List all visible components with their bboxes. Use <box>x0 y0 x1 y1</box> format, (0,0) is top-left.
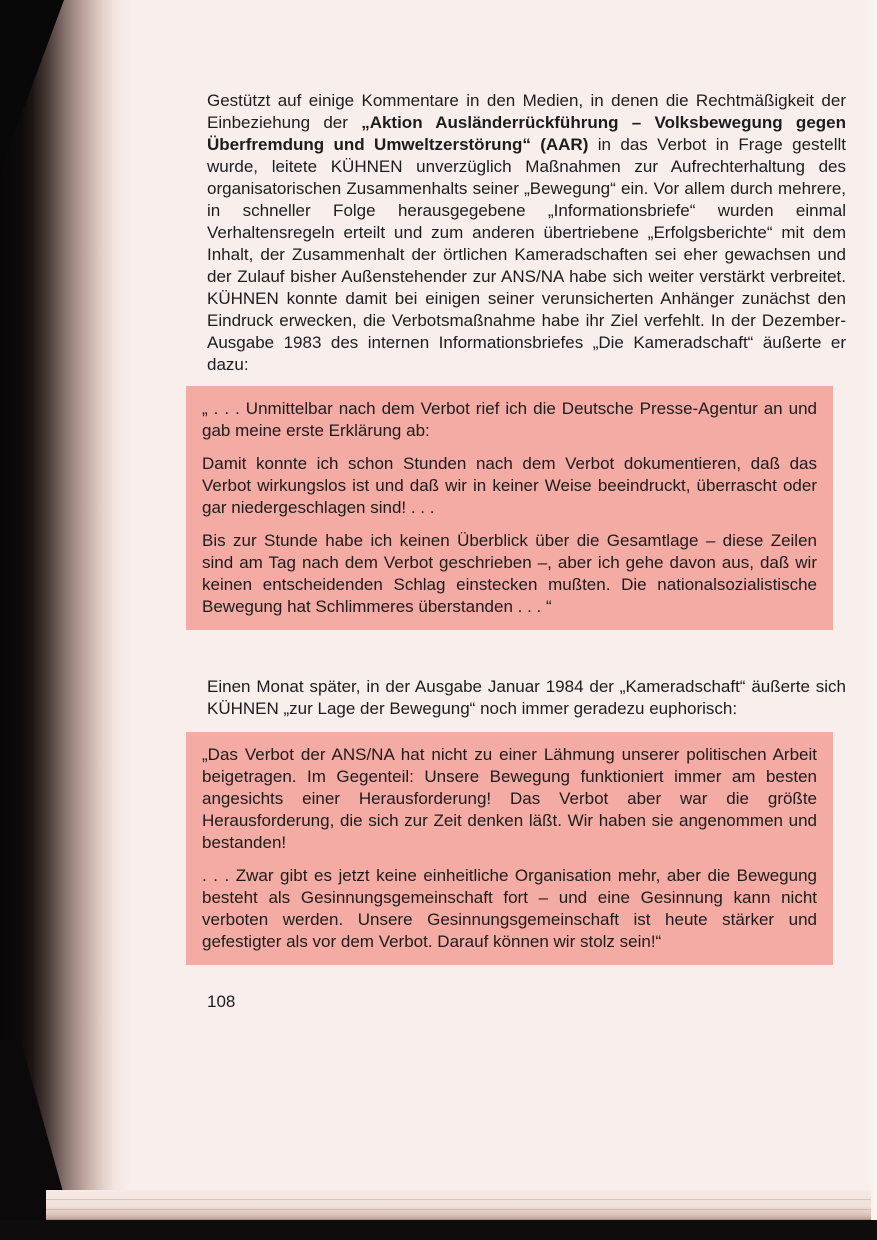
stacked-page-edges <box>46 1190 871 1220</box>
text-column <box>186 90 846 1013</box>
cover-bottom-edge <box>0 1220 877 1240</box>
paragraph-intro-text-pre: Gestützt auf einige Kommentare in den Medien, in denen die Rechtmäßigkeit der Einbeziehung der <box>207 91 846 132</box>
quote-paragraph: Bis zur Stunde habe ich keinen Überblick über die Gesamtlage – diese Zeilen sind am Tag nach dem Verbot geschrieben –, aber ich gehe davon aus, daß wir keinen entscheidenden Schlag einstecken mußten. Die nationalsozialistische Bewegung hat Schlimmeres überstanden . . . “ <box>202 531 817 616</box>
page-right-edge <box>867 0 877 1220</box>
paragraph-intro <box>186 90 846 376</box>
paragraph-january-1984: Einen Monat später, in der Ausgabe Januar 1984 der „Kameradschaft“ äußerte sich KÜHNEN „zur Lage der Bewegung“ noch immer geradezu euphorisch: <box>207 677 846 718</box>
page-number: 108 <box>207 992 236 1011</box>
quote-paragraph: Damit konnte ich schon Stunden nach dem Verbot dokumentieren, daß das Verbot wirkungslos ist und daß wir in keiner Weise beeindruckt, überrascht oder gar niedergeschlagen sind! . . . <box>202 454 817 517</box>
paragraph-intro-text-post: in das Verbot in Frage gestellt wurde, leitete KÜHNEN unverzüglich Maßnahmen zur Aufrechterhaltung des organisatorischen Zusammenhalts seiner „Bewegung“ ein. Vor allem durch mehrere, in schneller Folge herausgegebene „Informationsbriefe“ wurden einmal Verhaltensregeln erteilt und zum anderen übertriebene „Erfolgsberichte“ mit dem Inhalt, der Zusammenhalt der örtlichen Kameradschaften sei eher gewachsen und der Zulauf bisher Außenstehender zur ANS/NA habe sich weiter verstärkt verbreitet. KÜHNEN konnte damit bei einigen seiner verunsicherten Anhänger zunächst den Eindruck erwecken, die Verbotsmaßnahme habe ihr Ziel verfehlt. In der Dezember-Ausgabe 1983 des internen Informationsbriefes „Die Kameradschaft“ äußerte er dazu: <box>207 135 846 374</box>
quote-paragraph: „Das Verbot der ANS/NA hat nicht zu einer Lähmung unserer politischen Arbeit beigetragen. Im Gegenteil: Unsere Bewegung funktioniert immer am besten angesichts einer Herausforderung! Das Verbot aber war die größte Herausforderung, die sich zur Zeit denken läßt. Wir haben sie angenommen und bestanden! <box>202 745 817 852</box>
bold-organization-name: „Aktion Ausländerrückführung – Volksbewegung gegen Überfremdung und Umweltzerstörung“ (AAR) <box>207 113 846 154</box>
quote-block-december-1983 <box>186 386 833 630</box>
quote-block-january-1984 <box>186 732 833 965</box>
quote-paragraph: . . . Zwar gibt es jetzt keine einheitliche Organisation mehr, aber die Bewegung besteht als Gesinnungsgemeinschaft fort – und eine Gesinnung kann nicht verboten werden. Unsere Gesinnungsgemeinschaft ist heute stärker und gefestigter als vor dem Verbot. Darauf können wir stolz sein!“ <box>202 866 817 951</box>
quote-paragraph: „ . . . Unmittelbar nach dem Verbot rief ich die Deutsche Presse-Agentur an und gab meine erste Erklärung ab: <box>202 399 817 440</box>
